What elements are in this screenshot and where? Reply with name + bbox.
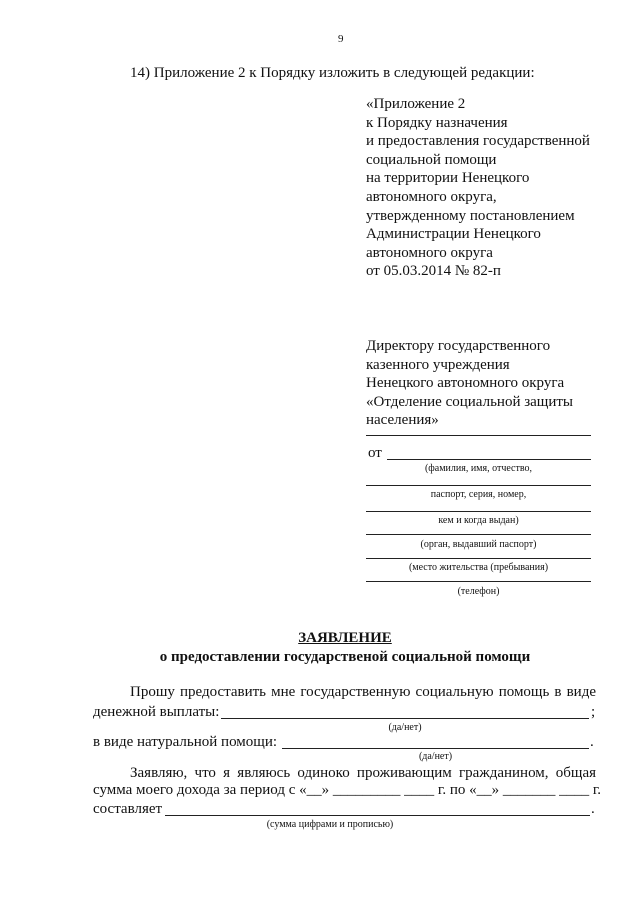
- statement-subtitle: о предоставлении государственой социальной помощи: [159, 649, 531, 665]
- issuing-authority-field[interactable]: [366, 534, 591, 535]
- issued-caption: кем и когда выдан): [438, 515, 519, 526]
- declaration-amount-label: составляет: [93, 801, 163, 817]
- addressee-line: Директору государственного: [366, 338, 551, 354]
- declaration-period-line: сумма моего дохода за период с «__» _________ ____ г. по «__» _______ ____ г.: [93, 782, 602, 798]
- addressee-extra-line[interactable]: [366, 435, 591, 436]
- residence-field[interactable]: [366, 558, 591, 559]
- period-mark: .: [590, 734, 594, 750]
- from-label: от: [368, 445, 382, 461]
- cash-payment-label: денежной выплаты:: [93, 704, 220, 720]
- addressee-block: [366, 337, 573, 430]
- cash-payment-field[interactable]: [221, 718, 589, 719]
- appendix-line: автономного округа: [366, 244, 493, 261]
- appendix-line: Администрации Ненецкого: [366, 226, 541, 243]
- phone-caption: (телефон): [457, 586, 500, 597]
- declaration-line: Заявляю, что я являюсь одиноко проживающим гражданином, общая: [130, 765, 596, 781]
- cash-payment-caption: (да/нет): [388, 722, 422, 733]
- intro-paragraph: 14) Приложение 2 к Порядку изложить в следующей редакции:: [130, 65, 535, 81]
- passport-field[interactable]: [366, 485, 591, 486]
- period-mark: .: [591, 801, 595, 817]
- request-line: Прошу предоставить мне государственную социальную помощь в виде: [130, 684, 596, 700]
- passport-caption: паспорт, серия, номер,: [430, 489, 527, 500]
- issuing-authority-caption: (орган, выдавший паспорт): [420, 539, 537, 550]
- appendix-line: социальной помощи: [366, 151, 497, 168]
- addressee-line: казенного учреждения: [366, 356, 510, 373]
- residence-caption: (место жительства (пребывания): [408, 562, 549, 573]
- appendix-reference-block: [366, 95, 590, 281]
- income-amount-caption: (сумма цифрами и прописью): [266, 819, 394, 830]
- phone-field[interactable]: [366, 581, 591, 582]
- appendix-line: утвержденному постановлением: [366, 207, 575, 224]
- semicolon: ;: [591, 704, 596, 720]
- statement-title: ЗАЯВЛЕНИЕ: [298, 630, 392, 646]
- appendix-line: от 05.03.2014 № 82-п: [366, 263, 501, 280]
- full-name-field[interactable]: [387, 459, 591, 460]
- addressee-line: «Отделение социальной защиты: [366, 393, 574, 410]
- appendix-line: «Приложение 2: [366, 96, 466, 112]
- addressee-line: Ненецкого автономного округа: [366, 375, 565, 392]
- appendix-line: на территории Ненецкого: [366, 170, 530, 187]
- natural-help-caption: (да/нет): [418, 751, 453, 762]
- issued-field[interactable]: [366, 511, 591, 512]
- page-number: 9: [338, 33, 344, 45]
- natural-help-label: в виде натуральной помощи:: [93, 734, 278, 750]
- appendix-line: к Порядку назначения: [366, 114, 508, 131]
- appendix-line: автономного округа,: [366, 188, 497, 205]
- addressee-line: населения»: [366, 412, 439, 429]
- natural-help-field[interactable]: [282, 748, 589, 749]
- income-amount-field[interactable]: [165, 815, 590, 816]
- appendix-line: и предоставления государственной: [366, 133, 590, 150]
- full-name-caption: (фамилия, имя, отчество,: [424, 463, 533, 474]
